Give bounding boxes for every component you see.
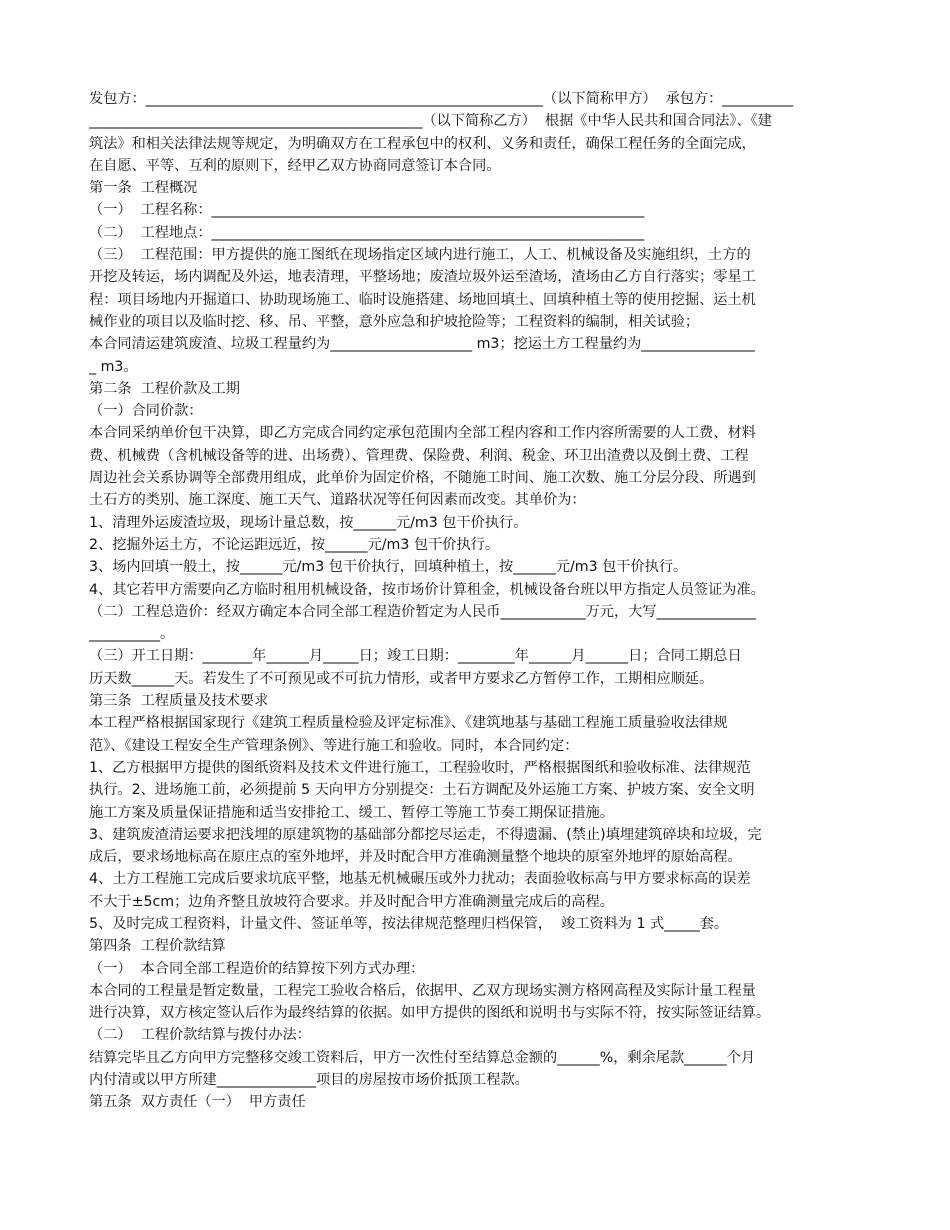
text-line: 进行决算，双方核定签认后作为最终结算的依据。如甲方提供的图纸和说明书与实际不符，按实际签证结算。 <box>89 1005 771 1022</box>
text-line: （二） 工程地点：_____________________________________________________________ <box>89 224 645 241</box>
text-line: 执行。2、进场施工前，必须提前 5 天向甲方分别提交：土石方调配及外运施工方案、护坡方案、安全文明 <box>89 782 755 799</box>
text-line: 4、其它若甲方需要向乙方临时租用机械设备，按市场价计算租金，机械设备台班以甲方指定人员签证为准。 <box>89 581 765 598</box>
text-line: 成后，要求场地标高在原庄点的室外地坪，并及时配合甲方准确测量整个地块的原室外地坪的原始高程。 <box>89 849 742 866</box>
text-line: 筑法》和相关法律法规等规定，为明确双方在工程承包中的权利、义务和责任，确保工程任务的全面完成， <box>89 135 756 152</box>
text-line: 1、乙方根据甲方提供的图纸资料及技术文件进行施工，工程验收时，严格根据图纸和验收标准、法律规范 <box>89 759 751 776</box>
text-line: 结算完毕且乙方向甲方完整移交竣工资料后，甲方一次性付至结算总金额的______%，剩余尾款______个月 <box>89 1049 756 1066</box>
text-line: （一） 工程名称：_____________________________________________________________ <box>89 202 645 219</box>
text-line: 不大于±5cm；边角齐整且放坡符合要求。并及时配合甲方准确测量完成后的高程。 <box>89 893 614 910</box>
text-line: 周边社会关系协调等全部费用组成，此单价为固定价格，不随施工时间、施工次数、施工分层分段、所遇到 <box>89 470 756 487</box>
text-line: 历天数______天。若发生了不可预见或不可抗力情形，或者甲方要求乙方暂停工作，工期相应顺延。 <box>89 670 714 687</box>
text-line: （一） 本合同全部工程造价的结算按下列方式办理： <box>89 960 425 977</box>
text-line: 4、土方工程施工完成后要求坑底平整，地基无机械碾压或外力扰动；表面验收标高与甲方要求标高的误差 <box>89 871 751 888</box>
text-line: 3、场内回填一般土，按______元/m3 包干价执行，回填种植土，按______元/m3 包干价执行。 <box>89 559 688 576</box>
text-line: 在自愿、平等、互利的原则下，经甲乙双方协商同意签订本合同。 <box>89 157 501 174</box>
text-line: （二） 工程价款结算与拨付办法： <box>89 1027 311 1044</box>
text-line: 发包方：________________________________________________________（以下简称甲方） 承包方：__________ <box>89 91 794 107</box>
text-line: 范》、《建设工程安全生产管理条例》、等进行施工和验收。同时，本合同约定： <box>89 737 579 754</box>
section-heading: 第二条 工程价款及工期 <box>89 380 240 397</box>
text-line: 5、及时完成工程资料，计量文件、签证单等，按法律规范整理归档保管， 竣工资料为 1 式_____套。 <box>89 915 729 932</box>
text-line: 2、挖掘外运土方，不论运距远近，按______元/m3 包干价执行。 <box>89 536 500 553</box>
text-line: 本合同的工程量是暂定数量，工程完工验收合格后，依据甲、乙双方现场实测方格网高程及实际计量工程量 <box>89 982 756 999</box>
section-heading: 第一条 工程概况 <box>89 180 198 197</box>
text-line: （三）开工日期：_______年______月_____日；竣工日期：________年______月______日；合同工期总日 <box>89 648 742 665</box>
section-heading: 第五条 双方责任（一） 甲方责任 <box>89 1094 306 1111</box>
text-line: （二）工程总造价：经双方确定本合同全部工程造价暂定为人民币____________万元，大写______________ <box>89 603 756 620</box>
text-line: 内付清或以甲方所建______________项目的房屋按市场价抵顶工程款。 <box>89 1072 529 1089</box>
text-line: 土石方的类别、施工深度、施工天气、道路状况等任何因素而改变。其单价为： <box>89 492 586 509</box>
section-heading: 第四条 工程价款结算 <box>89 938 226 955</box>
text-line: （一）合同价款： <box>89 403 203 420</box>
text-line: （三） 工程范围：甲方提供的施工图纸在现场指定区域内进行施工，人工、机械设备及实施组织，土方的 <box>89 247 751 264</box>
text-line: 本工程严格根据国家现行《建筑工程质量检验及评定标准》、《建筑地基与基础工程施工质量验收法律规 <box>89 715 728 732</box>
text-line: 1、清理外运废渣垃圾，现场计量总数，按______元/m3 包干价执行。 <box>89 514 528 531</box>
text-line: 费、机械费（含机械设备等的进、出场费）、管理费、保险费、利润、税金、环卫出渣费以及倒土费、工程 <box>89 447 749 464</box>
text-line: 本合同清运建筑废渣、垃圾工程量约为____________________ m3；挖运土方工程量约为________________ <box>89 336 755 353</box>
text-line: __________。 <box>89 626 175 643</box>
text-line: 程：项目场地内开掘道口、协助现场施工、临时设施搭建、场地回填土、回填种植土等的使用挖掘、运土机 <box>89 291 756 308</box>
text-line: _______________________________________________（以下简称乙方） 根据《中华人民共和国合同法》、《建 <box>89 113 772 130</box>
section-heading: 第三条 工程质量及技术要求 <box>89 693 269 710</box>
text-line: 械作业的项目以及临时挖、移、吊、平整，意外应急和护坡抢险等；工程资料的编制，相关试验； <box>89 313 700 330</box>
text-line: 施工方案及质量保证措施和适当安排抢工、缓工、暂停工等施工节奏工期保证措施。 <box>89 804 614 821</box>
text-line: 开挖及转运，场内调配及外运，地表清理，平整场地；废渣垃圾外运至渣场，渣场由乙方自行落实；零星工 <box>89 269 756 286</box>
text-line: _ m3。 <box>89 358 138 375</box>
text-line: 3、建筑废渣清运要求把浅埋的原建筑物的基础部分都挖尽运走，不得遗漏、(禁止)填埋建筑碎块和垃圾，完 <box>89 826 762 843</box>
text-line: 本合同采纳单价包干决算，即乙方完成合同约定承包范围内全部工程内容和工作内容所需要的人工费、材料 <box>89 425 756 442</box>
